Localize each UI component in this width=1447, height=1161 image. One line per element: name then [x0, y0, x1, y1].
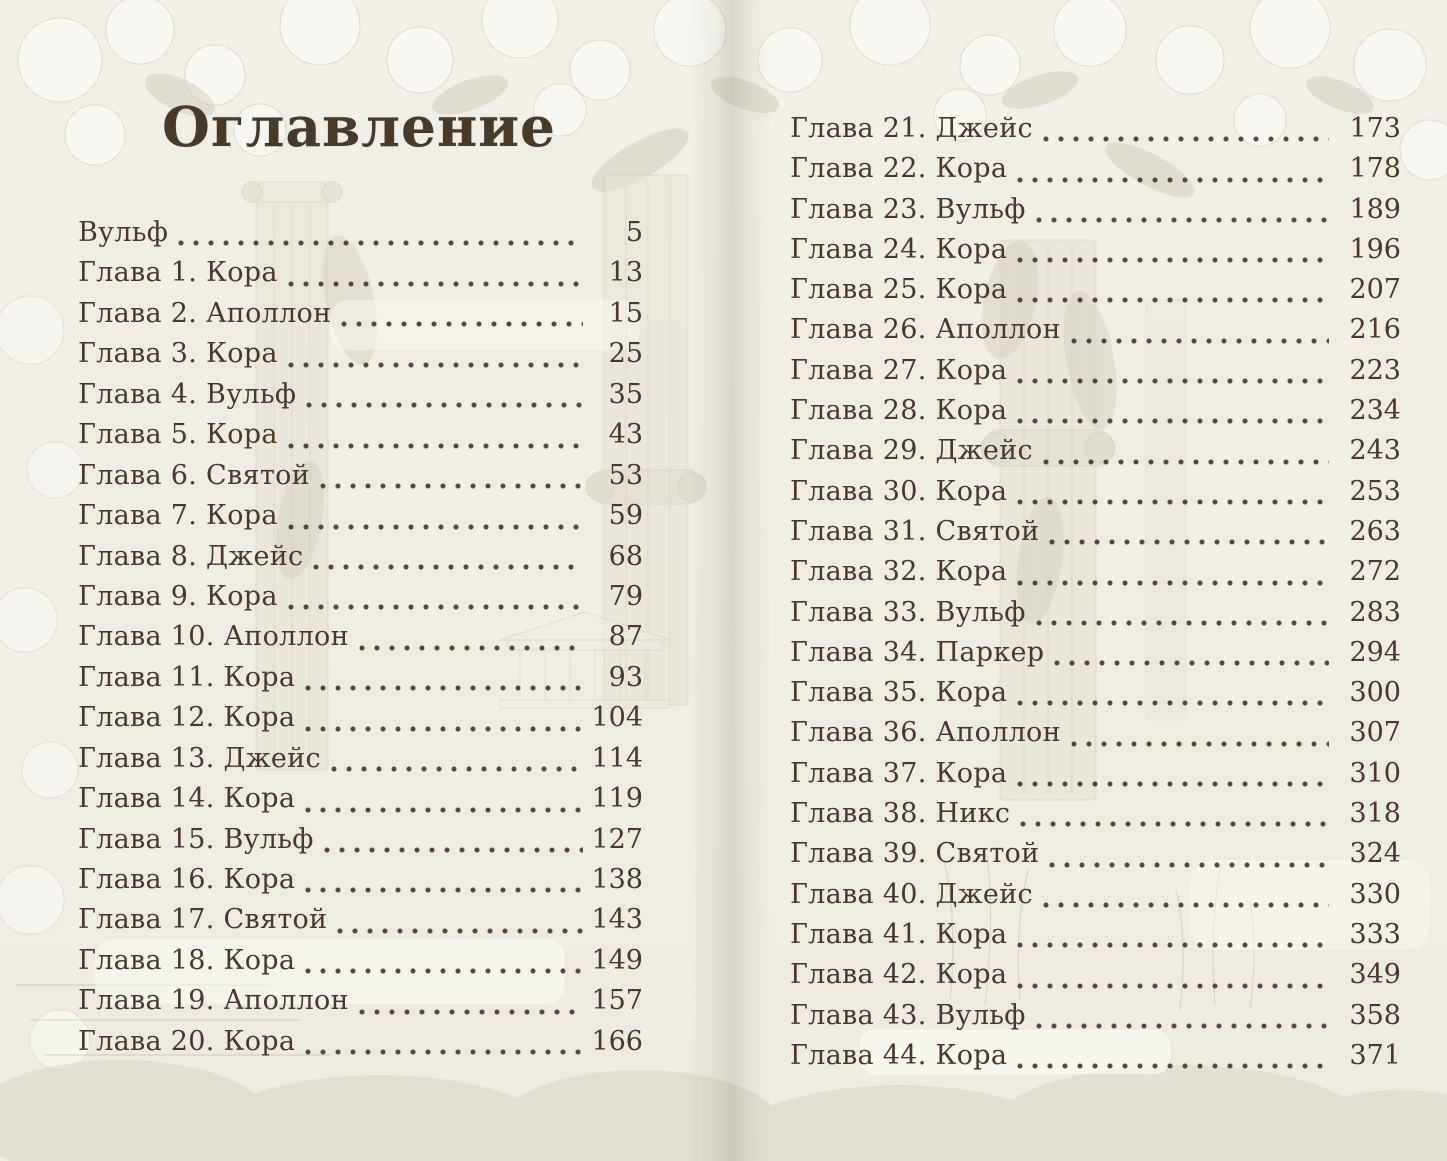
toc-entry [78, 698, 643, 738]
chapter-label: Глава 2. Аполлон [78, 297, 332, 329]
dot-leader [1043, 136, 1329, 142]
toc-entry [790, 633, 1401, 673]
page-number: 35 [608, 378, 643, 410]
dot-leader [1017, 297, 1329, 303]
chapter-label: Глава 17. Святой [78, 904, 328, 936]
toc-entry [790, 190, 1401, 230]
dot-leader [288, 604, 583, 610]
dot-leader [324, 847, 583, 853]
page-number: 15 [608, 297, 643, 329]
page-number: 178 [1349, 153, 1401, 185]
chapter-label: Глава 44. Кора [790, 1039, 1008, 1071]
chapter-label: Глава 3. Кора [78, 338, 278, 370]
dot-leader [1049, 862, 1329, 868]
toc-entry [78, 213, 643, 253]
dot-leader [305, 968, 583, 974]
chapter-label: Глава 32. Кора [790, 556, 1008, 588]
page-number: 53 [608, 459, 643, 491]
page-number: 166 [591, 1025, 643, 1057]
dot-leader [1071, 741, 1329, 747]
chapter-label: Глава 4. Вульф [78, 378, 297, 410]
dot-leader [1036, 620, 1329, 626]
dot-leader [1049, 539, 1329, 545]
toc-entry [790, 713, 1401, 753]
toc-entry [78, 253, 643, 293]
toc-entry [78, 900, 643, 940]
page-number: 234 [1349, 395, 1401, 427]
chapter-label: Глава 14. Кора [78, 783, 296, 815]
toc-entry [78, 779, 643, 819]
chapter-label: Глава 9. Кора [78, 580, 278, 612]
toc-entry [790, 149, 1401, 189]
dot-leader [1036, 1023, 1329, 1029]
dot-leader [1043, 902, 1329, 908]
chapter-label: Глава 5. Кора [78, 419, 278, 451]
chapter-label: Глава 23. Вульф [790, 193, 1026, 225]
toc-entry [790, 472, 1401, 512]
toc-entry [790, 834, 1401, 874]
chapter-label: Глава 20. Кора [78, 1025, 296, 1057]
toc-list-right [790, 109, 1401, 1076]
page-number: 324 [1349, 838, 1401, 870]
dot-leader [306, 402, 583, 408]
dot-leader [1017, 580, 1329, 586]
chapter-label: Глава 22. Кора [790, 153, 1008, 185]
page-number: 283 [1349, 596, 1401, 628]
toc-entry [790, 955, 1401, 995]
page-number: 87 [608, 621, 643, 653]
toc-entry [78, 375, 643, 415]
chapter-label: Глава 41. Кора [790, 918, 1008, 950]
dot-leader [288, 362, 583, 368]
page-number: 149 [591, 944, 643, 976]
dot-leader [1017, 177, 1329, 183]
dot-leader [288, 281, 583, 287]
page-number: 13 [608, 257, 643, 289]
chapter-label: Глава 40. Джейс [790, 878, 1033, 910]
page-number: 5 [625, 217, 643, 248]
page-number: 207 [1349, 274, 1401, 306]
toc-list-left [78, 213, 643, 1062]
toc-entry [790, 1036, 1401, 1076]
chapter-label: Глава 1. Кора [78, 257, 278, 289]
page-number: 300 [1349, 677, 1401, 709]
page-number: 318 [1349, 798, 1401, 830]
page-number: 93 [608, 661, 643, 693]
chapter-label: Глава 8. Джейс [78, 540, 304, 572]
chapter-label: Глава 38. Никс [790, 798, 1011, 830]
chapter-label: Глава 13. Джейс [78, 742, 321, 774]
left-page [0, 0, 723, 1161]
page-number: 43 [608, 419, 643, 451]
dot-leader [1071, 338, 1329, 344]
dot-leader [1017, 257, 1329, 263]
page-number: 358 [1349, 999, 1401, 1031]
chapter-label: Глава 36. Аполлон [790, 717, 1061, 749]
chapter-label: Глава 19. Аполлон [78, 985, 349, 1017]
page-number: 371 [1349, 1039, 1401, 1071]
toc-entry [78, 334, 643, 374]
toc-entry [790, 915, 1401, 955]
chapter-label: Глава 12. Кора [78, 702, 296, 734]
page-number: 272 [1349, 556, 1401, 588]
chapter-label: Глава 24. Кора [790, 233, 1008, 265]
chapter-label: Вульф [78, 217, 169, 248]
page-number: 349 [1349, 959, 1401, 991]
toc-entry [790, 754, 1401, 794]
dot-leader [1017, 418, 1329, 424]
toc-entry [790, 673, 1401, 713]
page-number: 119 [591, 783, 643, 815]
toc-entry [790, 593, 1401, 633]
toc-entry [790, 512, 1401, 552]
toc-entry [790, 109, 1401, 149]
dot-leader [1017, 1063, 1329, 1069]
dot-leader [313, 564, 583, 570]
chapter-label: Глава 39. Святой [790, 838, 1040, 870]
page-number: 223 [1349, 354, 1401, 386]
chapter-label: Глава 34. Паркер [790, 636, 1045, 668]
dot-leader [1043, 459, 1329, 465]
toc-entry [790, 552, 1401, 592]
chapter-label: Глава 42. Кора [790, 959, 1008, 991]
dot-leader [288, 443, 583, 449]
page-number: 104 [591, 702, 643, 734]
toc-entry [790, 270, 1401, 310]
page-number: 138 [591, 864, 643, 895]
chapter-label: Глава 21. Джейс [790, 113, 1033, 144]
chapter-label: Глава 7. Кора [78, 500, 278, 532]
toc-entry [78, 617, 643, 657]
dot-leader [359, 645, 583, 651]
dot-leader [337, 928, 583, 934]
toc-entry [790, 875, 1401, 915]
page-number: 143 [591, 904, 643, 936]
page-number: 330 [1349, 878, 1401, 910]
dot-leader [1017, 942, 1329, 948]
dot-leader [359, 1009, 583, 1015]
toc-title: Оглавление [161, 94, 557, 159]
page-number: 189 [1349, 193, 1401, 225]
toc-entry [790, 310, 1401, 350]
page-number: 333 [1349, 918, 1401, 950]
right-page [723, 0, 1447, 1161]
page-number: 127 [591, 823, 643, 855]
chapter-label: Глава 35. Кора [790, 677, 1008, 709]
toc-entry [78, 739, 643, 779]
dot-leader [1036, 217, 1329, 223]
page-number: 68 [608, 540, 643, 572]
page-number: 294 [1349, 636, 1401, 668]
toc-entry [78, 981, 643, 1021]
toc-entry [790, 996, 1401, 1036]
toc-entry [78, 860, 643, 900]
toc-entry [78, 658, 643, 698]
dot-leader [320, 483, 583, 489]
chapter-label: Глава 26. Аполлон [790, 314, 1061, 346]
chapter-label: Глава 25. Кора [790, 274, 1008, 306]
toc-entry [78, 537, 643, 577]
dot-leader [1017, 700, 1329, 706]
chapter-label: Глава 10. Аполлон [78, 621, 349, 653]
toc-entry [78, 577, 643, 617]
dot-leader [1017, 781, 1329, 787]
dot-leader [1020, 821, 1329, 827]
chapter-label: Глава 27. Кора [790, 354, 1008, 386]
toc-entry [78, 294, 643, 334]
chapter-label: Глава 11. Кора [78, 661, 296, 693]
page-number: 216 [1349, 314, 1401, 346]
dot-leader [331, 766, 583, 772]
page-number: 243 [1349, 435, 1401, 467]
page-number: 59 [608, 500, 643, 532]
chapter-label: Глава 18. Кора [78, 944, 296, 976]
dot-leader [341, 321, 583, 327]
chapter-label: Глава 37. Кора [790, 757, 1008, 789]
page-number: 307 [1349, 717, 1401, 749]
chapter-label: Глава 28. Кора [790, 395, 1008, 427]
chapter-label: Глава 43. Вульф [790, 999, 1026, 1031]
dot-leader [288, 524, 583, 530]
toc-entry [790, 431, 1401, 471]
dot-leader [305, 807, 583, 813]
toc-entry [78, 415, 643, 455]
dot-leader [1017, 983, 1329, 989]
dot-leader [305, 887, 583, 893]
dot-leader [1054, 660, 1329, 666]
dot-leader [305, 1049, 583, 1055]
page-number: 310 [1349, 757, 1401, 789]
toc-entry [790, 794, 1401, 834]
toc-entry [78, 820, 643, 860]
toc-entry [78, 1022, 643, 1062]
chapter-label: Глава 6. Святой [78, 459, 310, 491]
toc-entry [790, 230, 1401, 270]
chapter-label: Глава 15. Вульф [78, 823, 314, 855]
toc-entry [78, 941, 643, 981]
dot-leader [305, 685, 583, 691]
page-number: 79 [608, 580, 643, 612]
dot-leader [1017, 378, 1329, 384]
chapter-label: Глава 30. Кора [790, 475, 1008, 507]
page-number: 253 [1349, 475, 1401, 507]
chapter-label: Глава 31. Святой [790, 515, 1040, 547]
page-number: 263 [1349, 515, 1401, 547]
dot-leader [1017, 499, 1329, 505]
chapter-label: Глава 33. Вульф [790, 596, 1026, 628]
chapter-label: Глава 29. Джейс [790, 435, 1033, 467]
toc-entry [790, 391, 1401, 431]
page-number: 173 [1349, 113, 1401, 144]
dot-leader [178, 240, 583, 246]
page-number: 196 [1349, 233, 1401, 265]
chapter-label: Глава 16. Кора [78, 864, 296, 895]
toc-entry [78, 456, 643, 496]
page-number: 25 [608, 338, 643, 370]
dot-leader [305, 726, 583, 732]
toc-entry [78, 496, 643, 536]
toc-entry [790, 351, 1401, 391]
page-number: 157 [591, 985, 643, 1017]
page-number: 114 [591, 742, 643, 774]
